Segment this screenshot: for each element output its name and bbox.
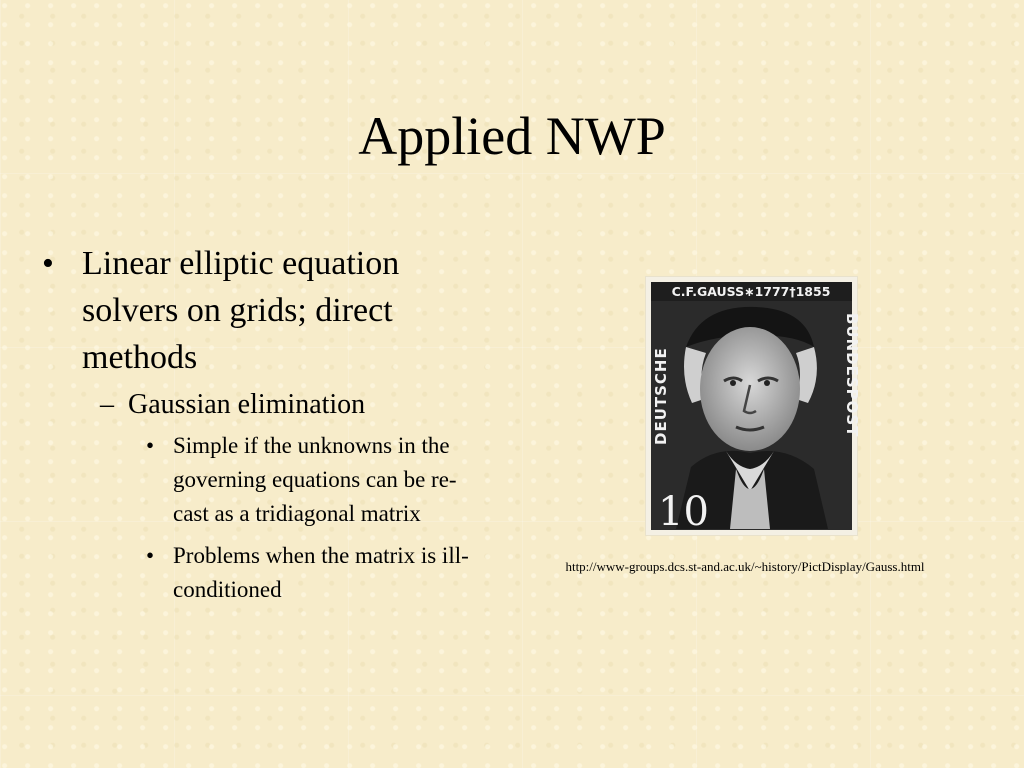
bullet-dot-icon: • — [146, 433, 155, 458]
stamp-right-text: BUNDESPOST — [843, 313, 861, 438]
image-source-caption: http://www-groups.dcs.st-and.ac.uk/~history/PictDisplay/Gauss.html — [565, 559, 925, 574]
bullet-main-text: Linear elliptic equation solvers on grids; direct methods — [82, 245, 400, 376]
stamp-value-text: 10 — [658, 489, 709, 535]
stamp-header-text: C.F.GAUSS∗1777†1855 — [671, 284, 831, 299]
bullet-sub — [40, 387, 480, 423]
stamp-left-text: DEUTSCHE — [652, 347, 670, 445]
bullet-detail — [40, 429, 480, 531]
bullet-dash-icon: – — [100, 389, 114, 420]
bullet-sub-text: Gaussian elimination — [128, 389, 366, 420]
bullet-dot-icon: • — [42, 245, 54, 282]
bullet-dot-icon: • — [146, 543, 155, 568]
gauss-stamp-image — [646, 277, 861, 535]
bullet-list — [40, 240, 480, 607]
bullet-detail-text: Problems when the matrix is ill-conditioned — [173, 543, 469, 602]
bullet-detail-text: Simple if the unknowns in the governing equations can be re-cast as a tridiagonal matrix — [173, 433, 457, 526]
bullet-main — [40, 240, 480, 381]
portrait-stamp-icon — [646, 277, 861, 535]
slide-title: Applied NWP — [358, 106, 666, 166]
bullet-detail — [40, 539, 480, 607]
